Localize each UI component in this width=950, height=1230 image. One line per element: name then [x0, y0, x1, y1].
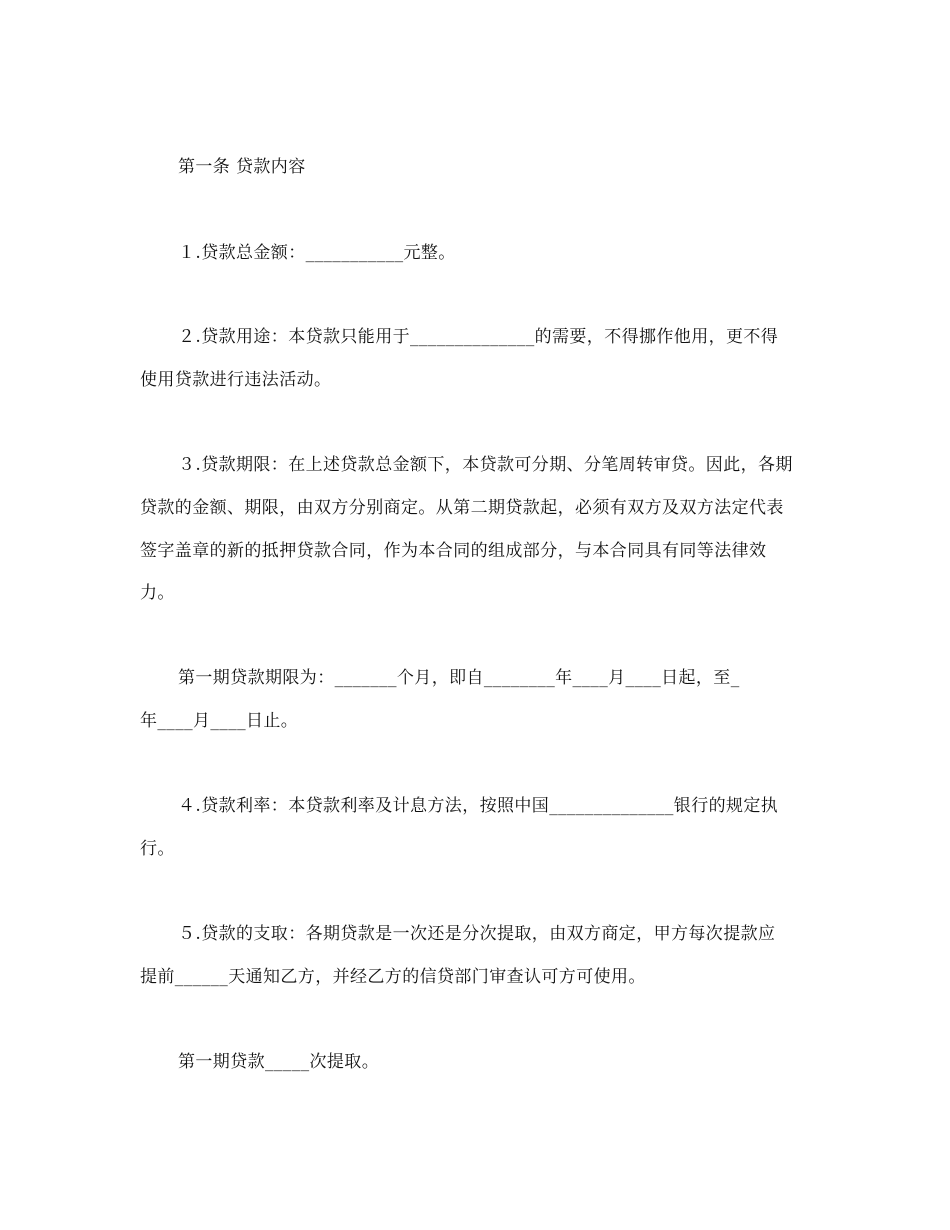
clause-1-total-amount: １.贷款总金额：___________元整。	[178, 243, 456, 263]
clause-4-interest-line-2: 行。	[140, 839, 175, 859]
clause-3-term-line-1: ３.贷款期限：在上述贷款总金额下，本贷款可分期、分笔周转审贷。因此，各期	[178, 455, 793, 475]
clause-2-purpose-line-2: 使用贷款进行违法活动。	[140, 370, 332, 390]
clause-5-withdrawal-line-1: ５.贷款的支取：各期贷款是一次还是分次提取，由双方商定，甲方每次提款应	[178, 924, 776, 944]
first-period-withdrawal: 第一期贷款_____次提取。	[178, 1052, 380, 1072]
article-heading: 第一条 贷款内容	[178, 157, 306, 177]
clause-4-interest-line-1: ４.贷款利率：本贷款利率及计息方法，按照中国______________银行的规定执	[178, 796, 779, 816]
first-period-term-line-1: 第一期贷款期限为：_______个月，即自________年____月____日起，至_	[178, 668, 740, 688]
clause-5-withdrawal-line-2: 提前______天通知乙方，并经乙方的信贷部门审查认可方可使用。	[140, 967, 646, 987]
clause-3-term-line-4: 力。	[140, 583, 175, 603]
first-period-term-line-2: 年____月____日止。	[140, 711, 299, 731]
clause-3-term-line-2: 贷款的金额、期限，由双方分别商定。从第二期贷款起，必须有双方及双方法定代表	[140, 498, 784, 518]
clause-3-term-line-3: 签字盖章的新的抵押贷款合同，作为本合同的组成部分，与本合同具有同等法律效	[140, 541, 767, 561]
clause-2-purpose-line-1: ２.贷款用途：本贷款只能用于______________的需要，不得挪作他用，更不得	[178, 327, 779, 347]
